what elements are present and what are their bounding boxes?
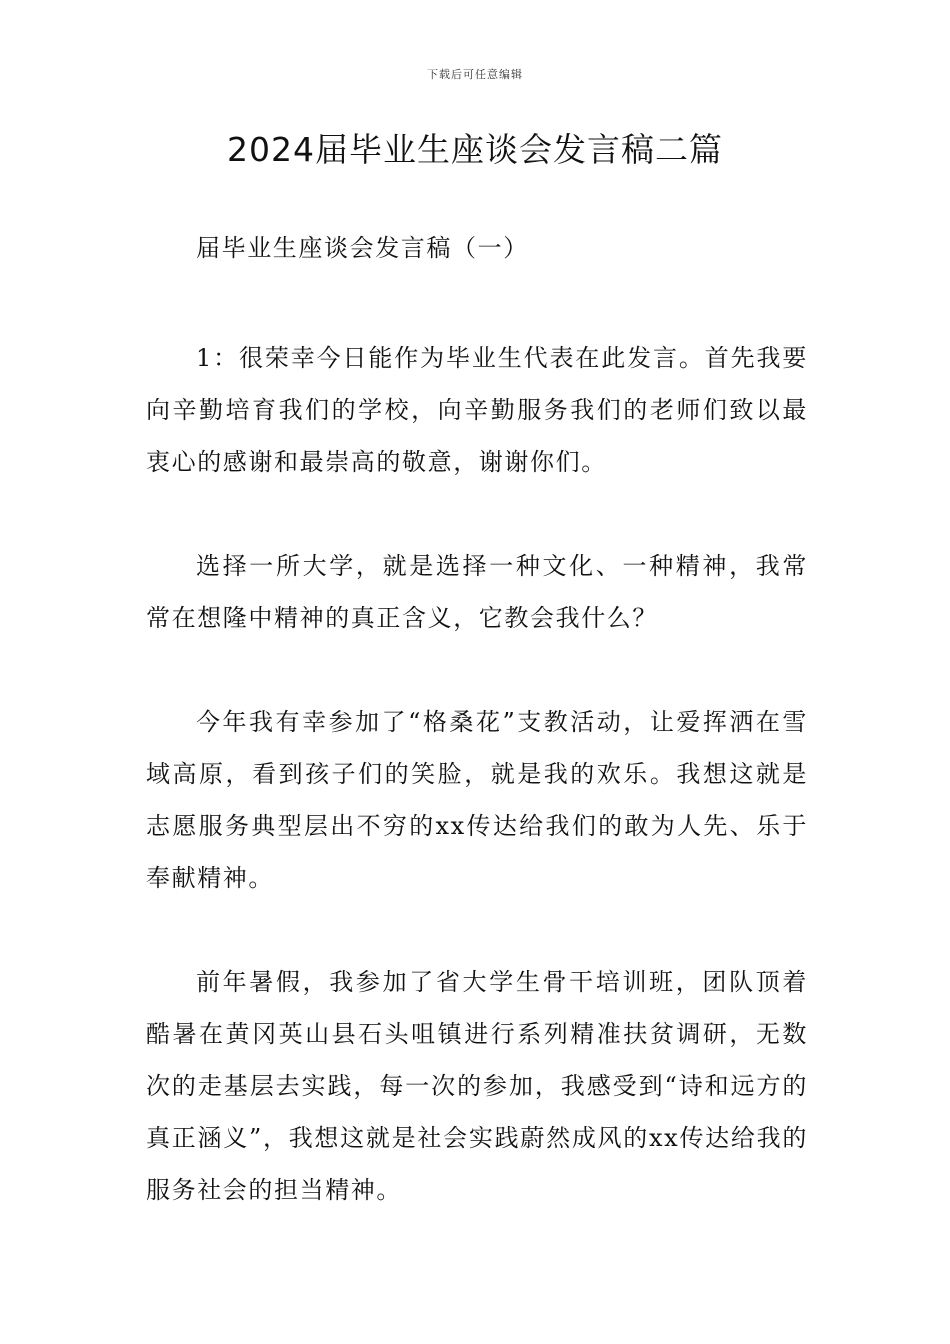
document-body (146, 222, 808, 1268)
paragraph-2: 选择一所大学，就是选择一种文化、一种精神，我常常在想隆中精神的真正含义，它教会我什么？ (146, 552, 808, 632)
paragraph-3: 今年我有幸参加了“格桑花”支教活动，让爱挥洒在雪域高原，看到孩子们的笑脸，就是我的欢乐。我想这就是志愿服务典型层出不穷的xx传达给我们的敢为人先、乐于奉献精神。 (146, 708, 808, 892)
document-title: 2024届毕业生座谈会发言稿二篇 (227, 130, 723, 169)
paragraph-4: 前年暑假，我参加了省大学生骨干培训班，团队顶着酷暑在黄冈英山县石头咀镇进行系列精准扶贫调研，无数次的走基层去实践，每一次的参加，我感受到“诗和远方的真正涵义”，我想这就是社会实践蔚然成风的xx传达给我的服务社会的担当精神。 (146, 968, 808, 1204)
paragraph-1: 1：很荣幸今日能作为毕业生代表在此发言。首先我要向辛勤培育我们的学校，向辛勤服务我们的老师们致以最衷心的感谢和最崇高的敬意，谢谢你们。 (146, 344, 808, 476)
section-subtitle: 届毕业生座谈会发言稿（一） (196, 234, 529, 262)
header-note: 下载后可任意编辑 (427, 68, 523, 81)
